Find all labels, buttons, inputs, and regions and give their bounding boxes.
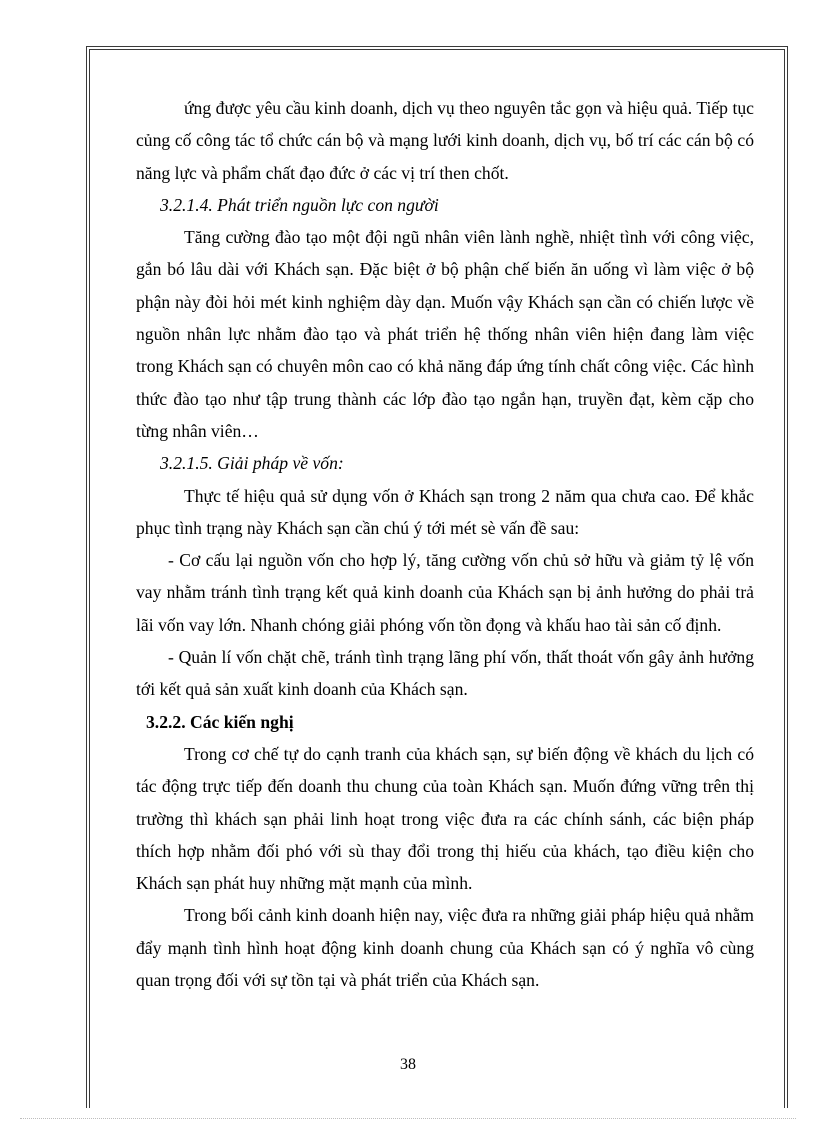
page-number: 38 [400,1056,416,1073]
subsection-heading-capital: 3.2.1.5. Giải pháp về vốn: [160,453,344,474]
paragraph-human-resources: Tăng cường đào tạo một đội ngũ nhân viên lành nghề, nhiệt tình với công việc, gắn bó lâu dài với Khách sạn. Đặc biệt ở bộ phận chế biến ăn uống vì làm việc ở bộ phận này đòi hỏi mét kinh nghiệm dày dạn. Muốn vậy Khách sạn cần có chiến lược về nguồn nhân lực nhằm đào tạo và phát triển hệ thống nhân viên hiện đang làm việc trong Khách sạn có chuyên môn cao có khả năng đáp ứng tính chất công việc. Các hình thức đào tạo như tập trung thành các lớp đào tạo ngắn hạn, truyền đạt, kèm cặp cho từng nhân viên… [136,227,754,441]
section-heading-recommendations: 3.2.2. Các kiến nghị [146,711,294,732]
paragraph-capital-intro: Thực tế hiệu quả sử dụng vốn ở Khách sạn trong 2 năm qua chưa cao. Để khắc phục tình trạng này Khách sạn cần chú ý tới mét sè vấn đề sau: [136,485,754,538]
paragraph-context: Trong bối cảnh kinh doanh hiện nay, việc đưa ra những giải pháp hiệu quả nhằm đẩy mạnh tình hình hoạt động kinh doanh chung của Khách sạn có ý nghĩa vô cùng quan trọng đối với sự tồn tại và phát triển của Khách sạn. [136,905,754,991]
bullet-manage-capital: - Quản lí vốn chặt chẽ, tránh tình trạng lãng phí vốn, thất thoát vốn gây ảnh hưởng tới kết quả sản xuất kinh doanh của Khách sạn. [136,647,754,700]
page-bottom-divider [20,1118,796,1119]
bullet-restructure-capital: - Cơ cấu lại nguồn vốn cho hợp lý, tăng cường vốn chủ sở hữu và giảm tỷ lệ vốn vay nhằm tránh tình trạng kết quả kinh doanh của Khách sạn bị ảnh hưởng do phải trả lãi vốn vay lớn. Nhanh chóng giải phóng vốn tồn đọng và khấu hao tài sản cố định. [136,550,754,635]
paragraph-competition: Trong cơ chế tự do cạnh tranh của khách sạn, sự biến động về khách du lịch có tác động trực tiếp đến doanh thu chung của toàn Khách sạn. Muốn đứng vững trên thị trường thì khách sạn phải linh hoạt trong việc đưa ra các chính sánh, các biện pháp thích hợp nhằm đối phó với sù thay đổi trong thị hiếu của khách, tạo điều kiện cho Khách sạn phát huy những mặt mạnh của mình. [136,743,754,894]
subsection-heading-human-resources: 3.2.1.4. Phát triển nguồn lực con người [160,194,439,215]
paragraph-continuation: ứng được yêu cầu kinh doanh, dịch vụ theo nguyên tắc gọn và hiệu quả. Tiếp tục củng cố công tác tổ chức cán bộ và mạng lưới kinh doanh, dịch vụ, bố trí các cán bộ có năng lực và phẩm chất đạo đức ở các vị trí then chốt. [136,98,754,183]
document-body [136,92,754,996]
